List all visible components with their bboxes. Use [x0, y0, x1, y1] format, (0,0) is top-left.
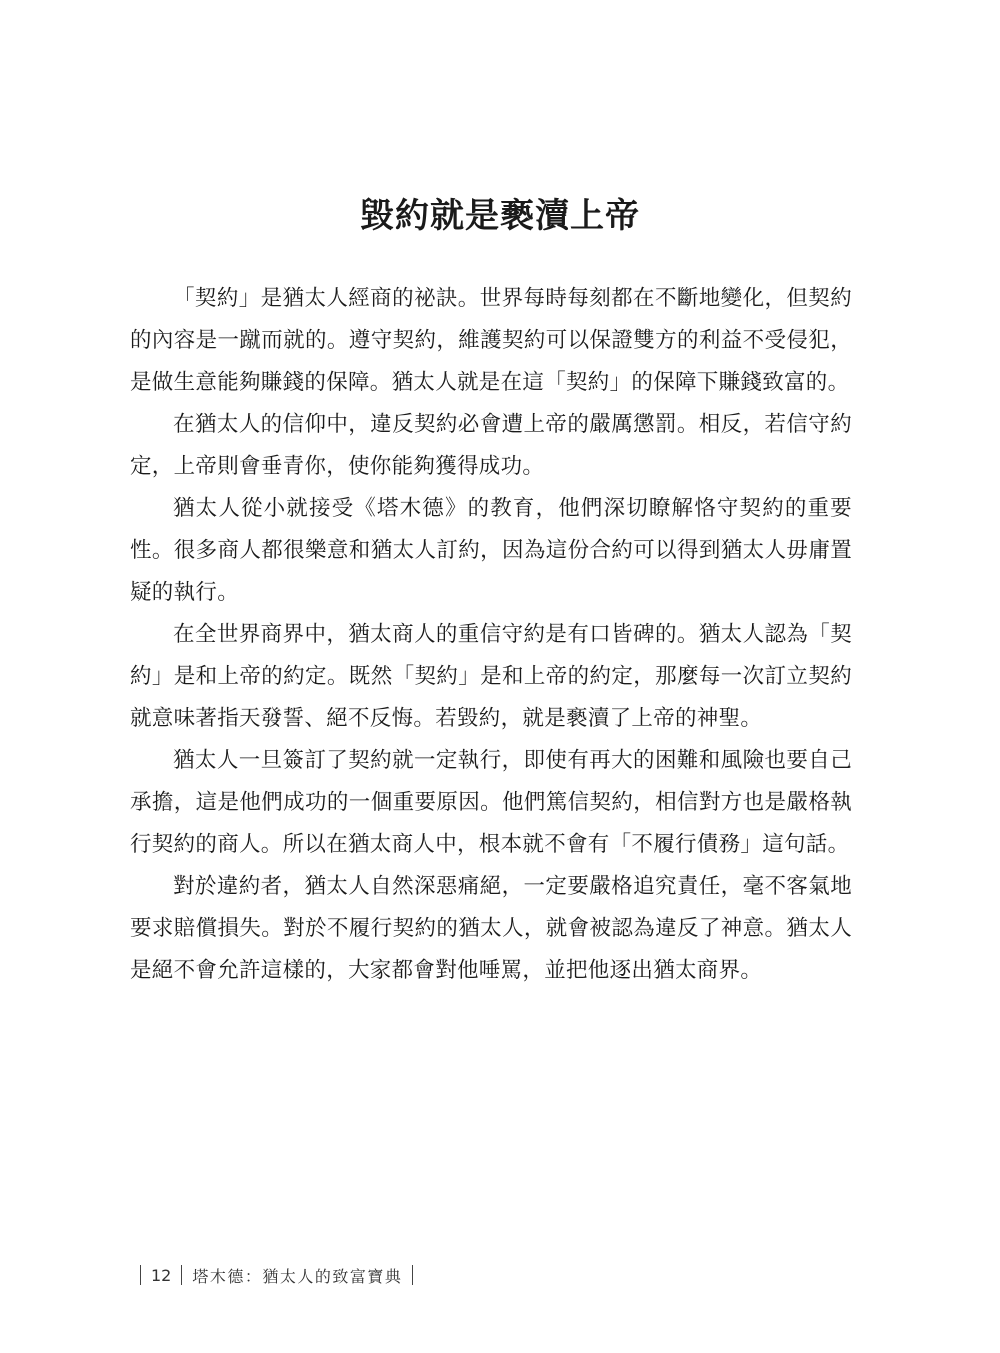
paragraph: 在猶太人的信仰中，違反契約必會遭上帝的嚴厲懲罰。相反，若信守約定，上帝則會垂青你，使你能夠獲得成功。	[130, 412, 852, 479]
footer-divider	[140, 1265, 141, 1285]
paragraph: 猶太人一旦簽訂了契約就一定執行，即使有再大的困難和風險也要自己承擔，這是他們成功的一個重要原因。他們篤信契約，相信對方也是嚴格執行契約的商人。所以在猶太商人中，根本就不會有「不履行債務」這句話。	[130, 748, 852, 857]
footer-divider	[412, 1265, 413, 1285]
page-footer	[130, 1262, 423, 1288]
book-title: 塔木德：猶太人的致富寶典	[192, 1266, 403, 1286]
page-number: 12	[151, 1265, 172, 1285]
article-body	[130, 278, 852, 992]
footer-divider	[181, 1265, 182, 1285]
paragraph: 在全世界商界中，猶太商人的重信守約是有口皆碑的。猶太人認為「契約」是和上帝的約定。既然「契約」是和上帝的約定，那麼每一次訂立契約就意味著指天發誓、絕不反悔。若毀約，就是褻瀆了上帝的神聖。	[130, 622, 852, 731]
paragraph: 「契約」是猶太人經商的祕訣。世界每時每刻都在不斷地變化，但契約的內容是一蹴而就的。遵守契約，維護契約可以保證雙方的利益不受侵犯，是做生意能夠賺錢的保障。猶太人就是在這「契約」的保障下賺錢致富的。	[130, 286, 852, 395]
paragraph: 猶太人從小就接受《塔木德》的教育，他們深切瞭解恪守契約的重要性。很多商人都很樂意和猶太人訂約，因為這份合約可以得到猶太人毋庸置疑的執行。	[130, 496, 852, 605]
page-title: 毀約就是褻瀆上帝	[360, 195, 640, 236]
paragraph: 對於違約者，猶太人自然深惡痛絕，一定要嚴格追究責任，毫不客氣地要求賠償損失。對於不履行契約的猶太人，就會被認為違反了神意。猶太人是絕不會允許這樣的，大家都會對他唾罵，並把他逐出猶太商界。	[130, 874, 852, 983]
